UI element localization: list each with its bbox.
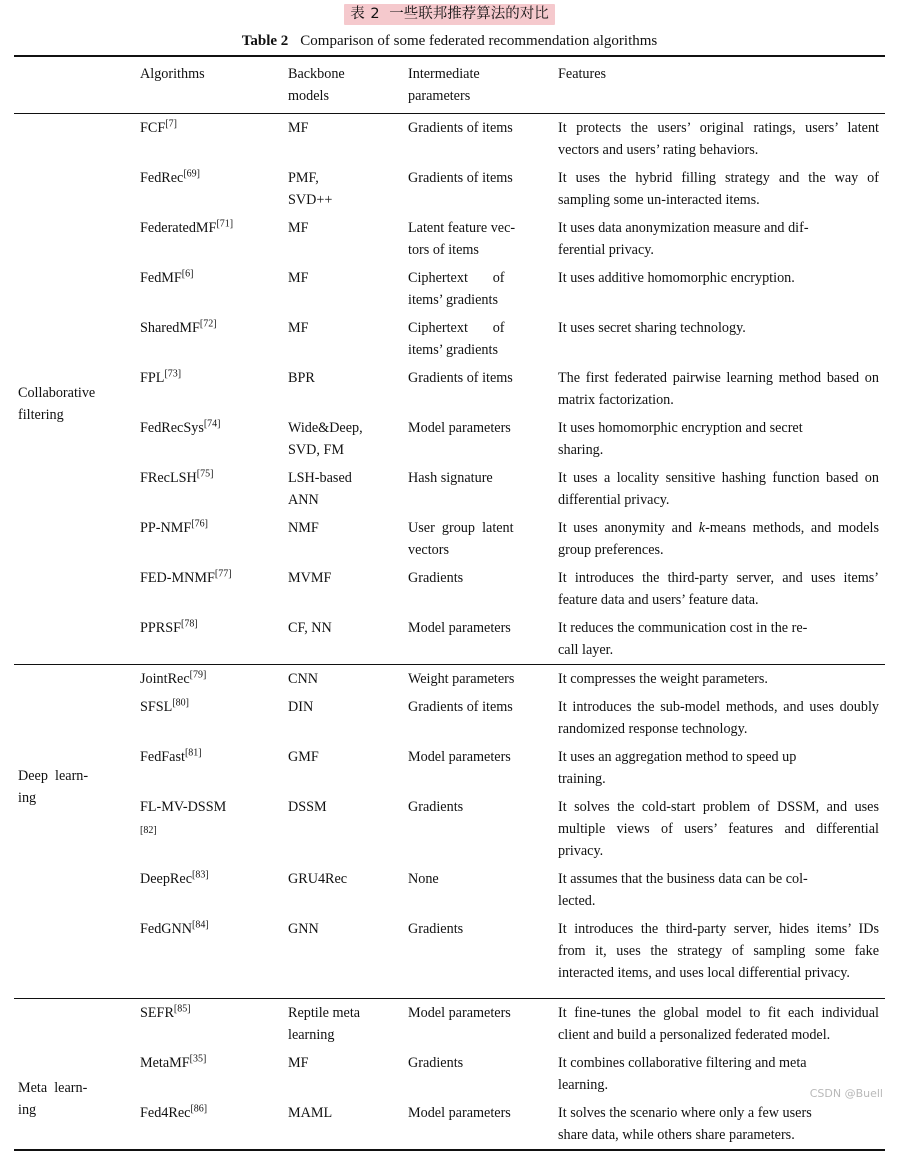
- cell-intermediate: Model parameters: [404, 999, 554, 1050]
- cell-backbone: MF: [288, 1055, 309, 1071]
- header-backbone: Backbone models: [284, 56, 404, 114]
- cell-algorithm: FRecLSH[75]: [140, 468, 214, 486]
- cell-intermediate: Weight parameters: [404, 665, 554, 694]
- table-row: [14, 999, 885, 1050]
- cell-algorithm: MetaMF[35]: [140, 1053, 207, 1071]
- cell-features: It solves the scenario where only a few users share data, while others share parameters.: [558, 1105, 812, 1143]
- caption-english: [14, 31, 885, 51]
- table-row: [14, 865, 885, 915]
- header-algorithms: Algorithms: [136, 56, 284, 114]
- table-row: [14, 564, 885, 614]
- table-row: [14, 464, 885, 514]
- cell-backbone: DIN: [288, 699, 314, 715]
- caption-chinese-title: 一些联邦推荐算法的对比: [389, 6, 549, 22]
- cell-intermediate: Model parameters: [408, 420, 511, 436]
- header-features: Features: [554, 56, 885, 114]
- header-intermediate: Intermediate parameters: [404, 56, 554, 114]
- header-group: [14, 56, 136, 114]
- cell-algorithm: Fed4Rec[86]: [140, 1103, 208, 1121]
- caption-chinese: [14, 0, 885, 27]
- group-label-deep-learning: Deep learn- ing: [14, 665, 136, 999]
- cell-backbone: Reptile meta learning: [284, 999, 404, 1050]
- table-row: [14, 693, 885, 743]
- cell-features: It combines collaborative filtering and meta learning.: [558, 1055, 807, 1093]
- cell-intermediate: Model parameters: [408, 620, 511, 636]
- cell-backbone: MF: [284, 114, 404, 165]
- cell-features: It fine-tunes the global model to fit each individual client and build a personalized federated model.: [554, 999, 885, 1050]
- caption-chinese-highlight: [344, 4, 555, 25]
- caption-english-title: Comparison of some federated recommendation algorithms: [300, 33, 658, 49]
- cell-intermediate: Gradients: [408, 921, 464, 937]
- group-label-collaborative-filtering: Collaborative filtering: [14, 114, 136, 665]
- cell-intermediate: Ciphertext ofitems’ gradients: [408, 320, 505, 358]
- cell-features: It introduces the sub-model methods, and uses doubly randomized response technology.: [558, 699, 879, 737]
- cell-algorithm: FederatedMF[71]: [140, 218, 234, 236]
- watermark: CSDN @Buell: [809, 1087, 883, 1100]
- table-row: [14, 1099, 885, 1150]
- cell-intermediate: Ciphertext ofitems’ gradients: [408, 270, 505, 308]
- cell-algorithm: FedMF[6]: [140, 268, 194, 286]
- table-row: [14, 264, 885, 314]
- cell-backbone: NMF: [288, 520, 319, 536]
- cell-intermediate: Model parameters: [408, 749, 511, 765]
- cell-features: It solves the cold-start problem of DSSM, and uses multiple views of users’ features and differential privacy.: [558, 799, 879, 859]
- caption-chinese-label: 表 2: [350, 6, 381, 22]
- cell-backbone: CF, NN: [288, 620, 332, 636]
- cell-features: It uses secret sharing technology.: [558, 320, 746, 336]
- cell-intermediate: Hash signature: [408, 470, 493, 486]
- cell-algorithm: FL-MV-DSSM [82]: [140, 799, 227, 836]
- cell-backbone: MAML: [288, 1105, 333, 1121]
- table-row: [14, 614, 885, 665]
- cell-intermediate: Gradients of items: [404, 114, 554, 165]
- cell-backbone: Wide&Deep, SVD, FM: [288, 420, 363, 458]
- table-row: [14, 665, 885, 694]
- cell-algorithm: SFSL[80]: [140, 697, 190, 715]
- table-row: [14, 514, 885, 564]
- cell-intermediate: Model parameters: [408, 1105, 511, 1121]
- cell-backbone: MF: [288, 320, 309, 336]
- cell-features: It uses the hybrid filling strategy and the way of sampling some un-interacted items.: [558, 170, 879, 208]
- table-row: [14, 214, 885, 264]
- cell-features: It protects the users’ original ratings, users’ latent vectors and users’ rating behaviors.: [554, 114, 885, 165]
- cell-intermediate: Latent feature vec- tors of items: [408, 220, 516, 258]
- cell-backbone: BPR: [288, 370, 315, 386]
- cell-backbone: GMF: [288, 749, 319, 765]
- cell-algorithm: FPL[73]: [140, 368, 182, 386]
- table-row: [14, 915, 885, 999]
- table-header-row: [14, 56, 885, 114]
- cell-backbone: LSH-based ANN: [288, 470, 352, 508]
- cell-algorithm: JointRec[79]: [136, 665, 284, 694]
- cell-algorithm: FedRec[69]: [140, 168, 201, 186]
- table-row: [14, 1049, 885, 1099]
- cell-features: It assumes that the business data can be col- lected.: [558, 871, 808, 909]
- cell-features: It uses data anonymization measure and dif- ferential privacy.: [558, 220, 809, 258]
- table-row: [14, 793, 885, 865]
- cell-backbone: CNN: [284, 665, 404, 694]
- cell-algorithm: PP-NMF[76]: [140, 518, 208, 536]
- group-label-meta-learning: Meta learn- ing: [14, 999, 136, 1151]
- cell-algorithm: PPRSF[78]: [140, 618, 198, 636]
- cell-intermediate: Gradients: [408, 799, 464, 815]
- cell-features: It introduces the third-party server, hides items’ IDs from it, uses the strategy of sampling some fake interacted items, and uses local differential privacy.: [558, 921, 879, 981]
- table-row: [14, 743, 885, 793]
- cell-features: It uses a locality sensitive hashing function based on differential privacy.: [558, 470, 879, 508]
- cell-backbone: MF: [288, 220, 309, 236]
- table-row: [14, 314, 885, 364]
- cell-features: It uses anonymity and k-means methods, and models group preferences.: [558, 520, 880, 558]
- caption-english-label: Table 2: [241, 33, 289, 49]
- cell-intermediate: User group latentvectors: [408, 520, 514, 558]
- cell-intermediate: Gradients of items: [408, 170, 513, 186]
- cell-backbone: GRU4Rec: [288, 871, 348, 887]
- table-row: [14, 114, 885, 165]
- cell-features: The first federated pairwise learning method based on matrix factorization.: [558, 370, 879, 408]
- cell-algorithm: FedGNN[84]: [140, 919, 209, 937]
- cell-algorithm: FedRecSys[74]: [140, 418, 221, 436]
- comparison-table: [14, 55, 885, 1152]
- cell-features: It uses an aggregation method to speed up training.: [558, 749, 797, 787]
- cell-features: It uses additive homomorphic encryption.: [558, 270, 795, 286]
- table-row: [14, 364, 885, 414]
- cell-algorithm: SEFR[85]: [136, 999, 284, 1050]
- cell-intermediate: Gradients: [408, 570, 464, 586]
- cell-intermediate: Gradients of items: [408, 370, 513, 386]
- table-row: [14, 164, 885, 214]
- cell-intermediate: Gradients: [408, 1055, 464, 1071]
- cell-algorithm: FCF[7]: [136, 114, 284, 165]
- cell-algorithm: FedFast[81]: [140, 747, 202, 765]
- cell-features: It reduces the communication cost in the re- call layer.: [558, 620, 808, 658]
- cell-backbone: PMF, SVD++: [288, 170, 333, 208]
- cell-intermediate: Gradients of items: [408, 699, 513, 715]
- cell-features: It compresses the weight parameters.: [554, 665, 885, 694]
- cell-features: It introduces the third-party server, and uses items’ feature data and users’ feature data.: [558, 570, 879, 608]
- cell-features: It uses homomorphic encryption and secret sharing.: [558, 420, 803, 458]
- cell-algorithm: FED-MNMF[77]: [140, 568, 232, 586]
- cell-backbone: MF: [288, 270, 309, 286]
- table-row: [14, 414, 885, 464]
- cell-algorithm: DeepRec[83]: [140, 869, 209, 887]
- cell-backbone: DSSM: [288, 799, 327, 815]
- cell-backbone: GNN: [288, 921, 319, 937]
- cell-backbone: MVMF: [288, 570, 332, 586]
- cell-intermediate: None: [408, 871, 439, 887]
- cell-algorithm: SharedMF[72]: [140, 318, 217, 336]
